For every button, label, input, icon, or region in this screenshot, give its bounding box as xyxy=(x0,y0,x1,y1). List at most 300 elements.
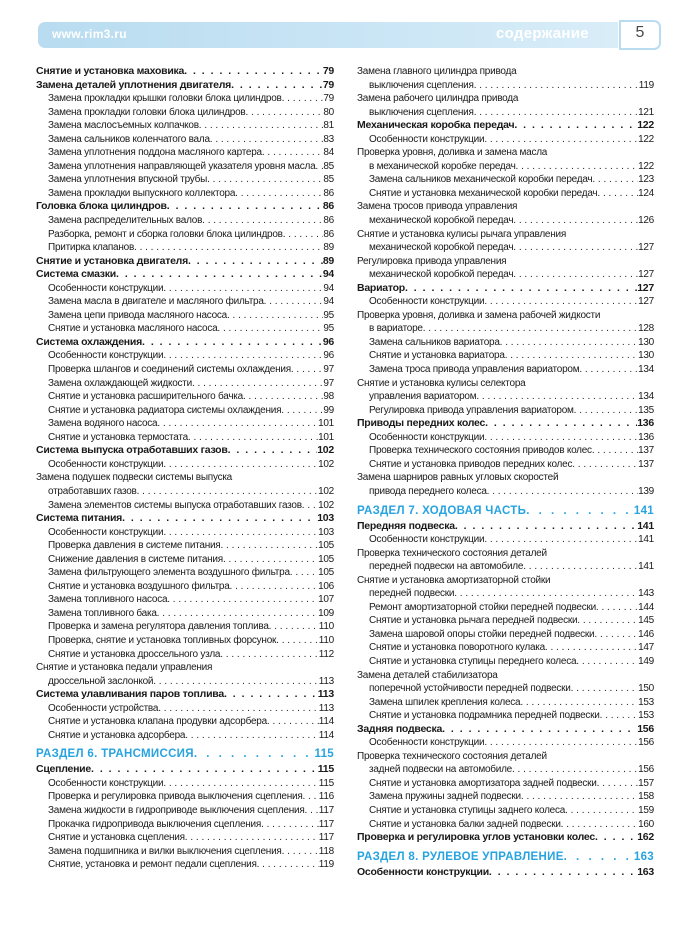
dot-leader xyxy=(261,818,319,832)
dot-leader xyxy=(167,200,323,214)
toc-page-number: 163 xyxy=(637,865,654,878)
dot-leader xyxy=(594,628,638,642)
toc-entry xyxy=(36,845,334,859)
toc-entry-title: Замена подшипника и вилки выключения сцепления xyxy=(48,845,282,857)
toc-entry-title: Особенности конструкции xyxy=(357,865,489,878)
toc-chapter-entry xyxy=(36,763,334,777)
toc-entry xyxy=(357,295,654,309)
toc-entry xyxy=(357,655,654,669)
toc-entry xyxy=(357,377,654,391)
toc-page-number: 117 xyxy=(318,818,334,830)
page-number: 5 xyxy=(635,24,645,41)
toc-page-number: 127 xyxy=(638,269,654,281)
toc-page-number: 107 xyxy=(318,594,334,606)
dot-leader xyxy=(579,363,638,377)
toc-page-number: 124 xyxy=(638,187,654,199)
toc-entry-title: Снятие и установка сцепления xyxy=(48,832,185,844)
toc-entry-title: Замена прокладки головки блока цилиндров xyxy=(48,106,246,118)
toc-entry-title: Снятие и установка балки задней подвески xyxy=(369,818,561,830)
dot-leader xyxy=(158,702,319,716)
toc-entry-title: РАЗДЕЛ 8. РУЛЕВОЕ УПРАВЛЕНИЕ xyxy=(357,850,564,863)
dot-leader xyxy=(223,553,318,567)
toc-page-number: 81 xyxy=(323,120,334,132)
toc-page-number: 156 xyxy=(638,764,654,776)
dot-leader xyxy=(302,499,318,513)
toc-page-number: 134 xyxy=(638,364,654,376)
toc-entry-title: Система питания xyxy=(36,512,123,525)
toc-entry-title: Снятие и установка радиатора системы охлаждения xyxy=(48,404,282,416)
dot-leader xyxy=(257,858,319,872)
toc-entry-title: Снятие и установка маховика xyxy=(36,65,185,77)
toc-entry xyxy=(357,471,654,485)
dot-leader xyxy=(513,241,638,255)
dot-leader xyxy=(595,831,637,845)
toc-page-number: 137 xyxy=(638,458,654,470)
toc-entry xyxy=(36,607,334,621)
toc-page-number: 114 xyxy=(318,729,334,741)
toc-page-number: 146 xyxy=(638,628,654,640)
toc-entry xyxy=(357,431,654,445)
toc-entry-title: Замена шпилек крепления колеса xyxy=(369,696,521,708)
dot-leader xyxy=(210,133,324,147)
toc-page-number: 115 xyxy=(318,777,334,789)
toc-entry xyxy=(357,587,654,601)
toc-entry-title: Особенности конструкции xyxy=(48,526,164,538)
dot-leader xyxy=(521,790,638,804)
dot-leader xyxy=(513,214,638,228)
dot-leader xyxy=(281,404,323,418)
toc-entry-title: Особенности конструкции xyxy=(48,350,164,362)
toc-entry xyxy=(357,533,654,547)
dot-leader xyxy=(597,777,638,791)
toc-page-number: 156 xyxy=(637,722,654,735)
toc-entry-title: Система выпуска отработавших газов xyxy=(36,444,228,457)
toc-chapter-entry xyxy=(36,512,334,526)
toc-page-number: 153 xyxy=(638,710,654,722)
dot-leader xyxy=(163,282,323,296)
toc-entry xyxy=(357,641,654,655)
dot-leader xyxy=(282,845,319,859)
toc-page-number: 84 xyxy=(323,147,334,159)
dot-leader xyxy=(224,688,318,702)
toc-entry xyxy=(357,228,654,242)
toc-entry-title: Снятие и установка расширительного бачка xyxy=(48,391,243,403)
toc-entry-title: Снятие и установка педали управления xyxy=(36,662,213,674)
toc-page-number: 89 xyxy=(323,242,334,254)
toc-entry-title: Притирка клапанов xyxy=(48,242,135,254)
toc-entry xyxy=(357,255,654,269)
toc-entry xyxy=(357,79,654,93)
toc-entry xyxy=(357,404,654,418)
toc-page-number: 110 xyxy=(318,634,334,646)
toc-page-number: 102 xyxy=(317,444,334,457)
toc-entry xyxy=(36,539,334,553)
toc-page-number: 115 xyxy=(314,748,334,761)
toc-page-number: 162 xyxy=(637,831,654,844)
toc-page-number: 83 xyxy=(323,133,334,145)
toc-entry-title: Регулировка привода управления вариатором xyxy=(369,404,574,416)
toc-entry xyxy=(357,173,654,187)
toc-entry xyxy=(357,458,654,472)
toc-entry-title: Проверка и регулировка привода выключения сцепления xyxy=(48,791,303,803)
toc-entry xyxy=(357,736,654,750)
toc-entry-title: Проверка шлангов и соединений системы охлаждения xyxy=(48,364,291,376)
dot-leader xyxy=(600,709,638,723)
toc-entry xyxy=(36,804,334,818)
toc-page-number: 101 xyxy=(318,431,334,443)
toc-entry-title: Снятие и установка масляного насоса xyxy=(48,323,218,335)
toc-entry-title: Замена топливного бака xyxy=(48,607,157,619)
toc-page-number: 95 xyxy=(323,309,334,321)
toc-page-number: 117 xyxy=(318,804,334,816)
toc-entry-title: Замена подушек подвески системы выпуска xyxy=(36,472,232,484)
toc-chapter-entry xyxy=(357,520,654,534)
toc-entry-title: Проверка уровня, доливка и замена масла xyxy=(357,147,548,159)
dot-leader xyxy=(228,444,318,458)
toc-page-number: 126 xyxy=(638,215,654,227)
toc-entry-title: Особенности конструкции xyxy=(48,458,164,470)
toc-entry-title: Замена шарниров равных угловых скоростей xyxy=(357,472,559,484)
toc-page-number: 116 xyxy=(318,791,334,803)
toc-page-number: 153 xyxy=(638,696,654,708)
toc-page-number: 144 xyxy=(638,601,654,613)
toc-chapter-entry xyxy=(357,866,654,880)
toc-entry-title: Проверка технического состояния деталей xyxy=(357,750,547,762)
toc-entry xyxy=(357,214,654,228)
toc-entry-title: Особенности конструкции xyxy=(369,431,485,443)
toc-entry-title: передней подвески на автомобиле xyxy=(369,561,524,573)
toc-page-number: 105 xyxy=(318,553,334,565)
toc-entry xyxy=(357,818,654,832)
toc-entry xyxy=(357,65,654,79)
toc-entry-title: Проверка, снятие и установка топливных форсунок xyxy=(48,634,277,646)
toc-entry-title: Передняя подвеска xyxy=(357,519,455,532)
toc-left-column xyxy=(36,65,334,872)
dot-leader xyxy=(523,560,638,574)
dot-leader xyxy=(305,804,319,818)
toc-page-number: 109 xyxy=(318,607,334,619)
dot-leader xyxy=(163,458,318,472)
toc-entry xyxy=(36,119,334,133)
toc-entry-title: Механическая коробка передач xyxy=(357,119,515,132)
toc-page-number: 143 xyxy=(638,588,654,600)
toc-entry xyxy=(357,601,654,615)
toc-entry xyxy=(357,336,654,350)
toc-page-number: 86 xyxy=(322,200,334,213)
toc-chapter-entry xyxy=(357,831,654,845)
dot-leader xyxy=(217,322,323,336)
toc-page-number: 147 xyxy=(638,642,654,654)
toc-entry xyxy=(36,417,334,431)
toc-entry-title: Замена охлаждающей жидкости xyxy=(48,377,192,389)
toc-entry-title: Снятие и установка кулисы селектора xyxy=(357,377,526,389)
toc-chapter-entry xyxy=(36,65,334,79)
dot-leader xyxy=(116,268,323,282)
toc-page-number: 94 xyxy=(323,296,334,308)
toc-entry xyxy=(357,268,654,282)
toc-entry xyxy=(36,187,334,201)
dot-leader xyxy=(474,79,639,93)
toc-page-number: 157 xyxy=(638,777,654,789)
toc-entry-title: Замена элементов системы выпуска отработавших газов xyxy=(48,499,302,511)
dot-leader xyxy=(564,849,634,865)
toc-entry xyxy=(36,390,334,404)
toc-entry-title: Снятие и установка поворотного кулака xyxy=(369,642,545,654)
dot-leader xyxy=(520,696,638,710)
dot-leader xyxy=(282,92,324,106)
dot-leader xyxy=(484,533,638,547)
dot-leader xyxy=(484,133,638,147)
toc-page-number: 139 xyxy=(638,485,654,497)
toc-page-number: 114 xyxy=(318,716,334,728)
dot-leader xyxy=(199,119,324,133)
toc-chapter-entry xyxy=(357,119,654,133)
toc-entry-title: Снятие и установка амортизаторной стойки xyxy=(357,574,551,586)
toc-entry xyxy=(357,709,654,723)
dot-leader xyxy=(163,349,323,363)
dot-leader xyxy=(474,106,638,120)
toc-page-number: 119 xyxy=(638,79,654,91)
section-heading xyxy=(357,503,654,519)
toc-entry xyxy=(36,106,334,120)
toc-entry-title: Сцепление xyxy=(36,763,91,776)
toc-entry-title: Проверка и регулировка углов установки колес xyxy=(357,831,595,844)
toc-entry-title: Снятие и установка рычага передней подвески xyxy=(369,615,578,627)
dot-leader xyxy=(500,336,638,350)
dot-leader xyxy=(153,675,319,689)
dot-leader xyxy=(235,187,323,201)
toc-entry xyxy=(36,160,334,174)
toc-page-number: 86 xyxy=(323,187,334,199)
toc-entry xyxy=(36,241,334,255)
toc-entry-title: Замена прокладки выпускного коллектора xyxy=(48,187,236,199)
toc-entry xyxy=(36,133,334,147)
toc-page-number: 96 xyxy=(323,350,334,362)
toc-page-number: 134 xyxy=(638,391,654,403)
dot-leader xyxy=(157,417,318,431)
dot-leader xyxy=(188,255,323,269)
toc-entry-title: Снятие и установка воздушного фильтра xyxy=(48,580,230,592)
toc-page-number: 127 xyxy=(638,242,654,254)
dot-leader xyxy=(577,614,638,628)
toc-entry xyxy=(357,363,654,377)
dot-leader xyxy=(194,746,315,762)
site-url[interactable]: www.rim3.ru xyxy=(52,27,127,41)
toc-page-number: 89 xyxy=(322,254,334,267)
toc-page-number: 102 xyxy=(318,485,334,497)
toc-page-number: 128 xyxy=(638,323,654,335)
dot-leader xyxy=(264,295,324,309)
dot-leader xyxy=(512,763,638,777)
dot-leader xyxy=(455,520,637,534)
toc-entry xyxy=(36,404,334,418)
toc-page-number: 102 xyxy=(318,458,334,470)
dot-leader xyxy=(185,831,319,845)
dot-leader xyxy=(572,458,638,472)
toc-page-number: 135 xyxy=(638,404,654,416)
toc-entry xyxy=(36,648,334,662)
toc-page-number: 103 xyxy=(318,526,334,538)
dot-leader xyxy=(597,187,638,201)
toc-entry xyxy=(357,614,654,628)
toc-entry xyxy=(357,349,654,363)
toc-entry-title: Замена прокладки крышки головки блока цилиндров xyxy=(48,93,282,105)
toc-entry xyxy=(36,349,334,363)
toc-page-number: 112 xyxy=(318,648,334,660)
toc-entry xyxy=(36,566,334,580)
dot-leader xyxy=(269,620,319,634)
toc-entry-title: Замена деталей уплотнения двигателя xyxy=(36,78,232,91)
toc-entry xyxy=(357,696,654,710)
dot-leader xyxy=(476,390,638,404)
toc-entry xyxy=(357,200,654,214)
toc-entry-title: выключения сцепления xyxy=(369,106,474,118)
toc-page-number: 80 xyxy=(323,106,334,118)
toc-entry-title: Снятие и установка ступицы переднего колеса xyxy=(369,655,577,667)
toc-entry-title: Замена маслосъемных колпачков xyxy=(48,120,199,132)
toc-entry-title: Снятие и установка двигателя xyxy=(36,254,188,267)
toc-page-number: 94 xyxy=(323,282,334,294)
toc-entry-title: РАЗДЕЛ 6. ТРАНСМИССИЯ xyxy=(36,748,194,761)
dot-leader xyxy=(167,593,318,607)
toc-page-number: 95 xyxy=(323,323,334,335)
toc-entry xyxy=(36,458,334,472)
toc-entry-title: Снятие и установка ступицы заднего колеса xyxy=(369,804,566,816)
toc-entry-title: Замена фильтрующего элемента воздушного фильтра xyxy=(48,567,290,579)
toc-entry xyxy=(36,702,334,716)
toc-entry-title: дроссельной заслонкой xyxy=(48,675,154,687)
toc-entry-title: Задняя подвеска xyxy=(357,722,443,735)
toc-entry xyxy=(357,560,654,574)
toc-page-number: 141 xyxy=(638,561,654,573)
toc-entry-title: Снижение давления в системе питания xyxy=(48,553,223,565)
toc-entry xyxy=(36,634,334,648)
toc-entry xyxy=(357,133,654,147)
toc-page-number: 113 xyxy=(318,675,334,687)
toc-page-number: 99 xyxy=(323,404,334,416)
toc-page-number: 136 xyxy=(638,431,654,443)
toc-page-number: 119 xyxy=(318,859,334,871)
toc-entry xyxy=(36,729,334,743)
dot-leader xyxy=(505,349,638,363)
dot-leader xyxy=(576,655,638,669)
toc-entry-title: Особенности конструкции xyxy=(369,133,485,145)
toc-entry-title: Особенности конструкции xyxy=(369,737,485,749)
dot-leader xyxy=(227,309,323,323)
dot-leader xyxy=(283,228,324,242)
toc-page-number: 158 xyxy=(638,791,654,803)
toc-page-number: 113 xyxy=(318,702,334,714)
toc-page-number: 123 xyxy=(638,174,654,186)
toc-page-number: 115 xyxy=(317,763,334,776)
toc-page-number: 127 xyxy=(638,296,654,308)
toc-page-number: 141 xyxy=(638,534,654,546)
toc-entry-title: Замена цепи привода масляного насоса xyxy=(48,309,227,321)
toc-entry-title: поперечной устойчивости передней подвески xyxy=(369,683,571,695)
toc-entry xyxy=(357,777,654,791)
dot-leader xyxy=(245,106,323,120)
toc-entry xyxy=(36,553,334,567)
toc-page-number: 130 xyxy=(638,350,654,362)
toc-page-number: 94 xyxy=(322,268,334,281)
toc-entry xyxy=(357,547,654,561)
toc-page-number: 127 xyxy=(637,281,654,294)
toc-entry xyxy=(36,431,334,445)
toc-entry xyxy=(357,669,654,683)
toc-entry xyxy=(36,173,334,187)
toc-entry xyxy=(357,790,654,804)
toc-entry xyxy=(36,661,334,675)
toc-page-number: 130 xyxy=(638,336,654,348)
toc-chapter-entry xyxy=(36,255,334,269)
toc-entry xyxy=(36,471,334,485)
toc-entry xyxy=(357,106,654,120)
section-title: содержание xyxy=(496,25,589,42)
toc-page-number: 101 xyxy=(318,418,334,430)
toc-entry xyxy=(36,322,334,336)
toc-page-number: 79 xyxy=(323,93,334,105)
toc-page-number: 79 xyxy=(322,65,334,77)
dot-leader xyxy=(291,363,324,377)
toc-page-number: 113 xyxy=(317,688,334,701)
toc-entry-title: Замена шаровой опоры стойки передней подвески xyxy=(369,628,595,640)
toc-entry-title: механической коробкой передач xyxy=(369,215,514,227)
toc-entry xyxy=(357,241,654,255)
toc-page-number: 118 xyxy=(318,845,334,857)
toc-entry-title: отработавших газов xyxy=(48,485,137,497)
dot-leader xyxy=(513,268,638,282)
toc-entry-title: Ремонт амортизаторной стойки передней подвески xyxy=(369,601,596,613)
toc-entry xyxy=(357,146,654,160)
toc-entry-title: Снятие и установка адсорбера xyxy=(48,729,186,741)
toc-entry xyxy=(36,831,334,845)
toc-entry-title: Проверка и замена регулятора давления топлива xyxy=(48,621,269,633)
dot-leader xyxy=(142,336,323,350)
toc-entry xyxy=(357,628,654,642)
toc-chapter-entry xyxy=(36,268,334,282)
toc-entry-title: Замена тросов привода управления xyxy=(357,201,518,213)
toc-page-number: 163 xyxy=(633,850,654,863)
toc-page-number: 141 xyxy=(637,519,654,532)
toc-entry-title: Особенности устройства xyxy=(48,702,159,714)
toc-entry-title: Снятие, установка и ремонт педали сцепления xyxy=(48,859,257,871)
dot-leader xyxy=(442,723,637,737)
toc-entry-title: Замена уплотнения впускной трубы xyxy=(48,174,208,186)
toc-entry-title: Особенности конструкции xyxy=(369,534,485,546)
toc-page-number: 85 xyxy=(323,174,334,186)
toc-entry-title: Разборка, ремонт и сборка головки блока цилиндров xyxy=(48,228,283,240)
toc-entry-title: Система охлаждения xyxy=(36,335,142,348)
toc-page-number: 105 xyxy=(318,567,334,579)
toc-chapter-entry xyxy=(357,723,654,737)
toc-entry xyxy=(36,377,334,391)
toc-entry-title: Особенности конструкции xyxy=(48,282,164,294)
toc-entry xyxy=(36,675,334,689)
dot-leader xyxy=(202,214,323,228)
toc-chapter-entry xyxy=(36,79,334,93)
toc-chapter-entry xyxy=(36,444,334,458)
toc-page-number: 110 xyxy=(318,621,334,633)
dot-leader xyxy=(184,65,323,79)
toc-entry xyxy=(36,777,334,791)
dot-leader xyxy=(262,146,324,160)
toc-chapter-entry xyxy=(36,688,334,702)
toc-entry-title: передней подвески xyxy=(369,588,455,600)
toc-entry xyxy=(357,574,654,588)
toc-entry-title: Снятие и установка вариатора xyxy=(369,350,505,362)
toc-entry xyxy=(357,763,654,777)
toc-entry-title: Проверка давления в системе питания xyxy=(48,540,221,552)
